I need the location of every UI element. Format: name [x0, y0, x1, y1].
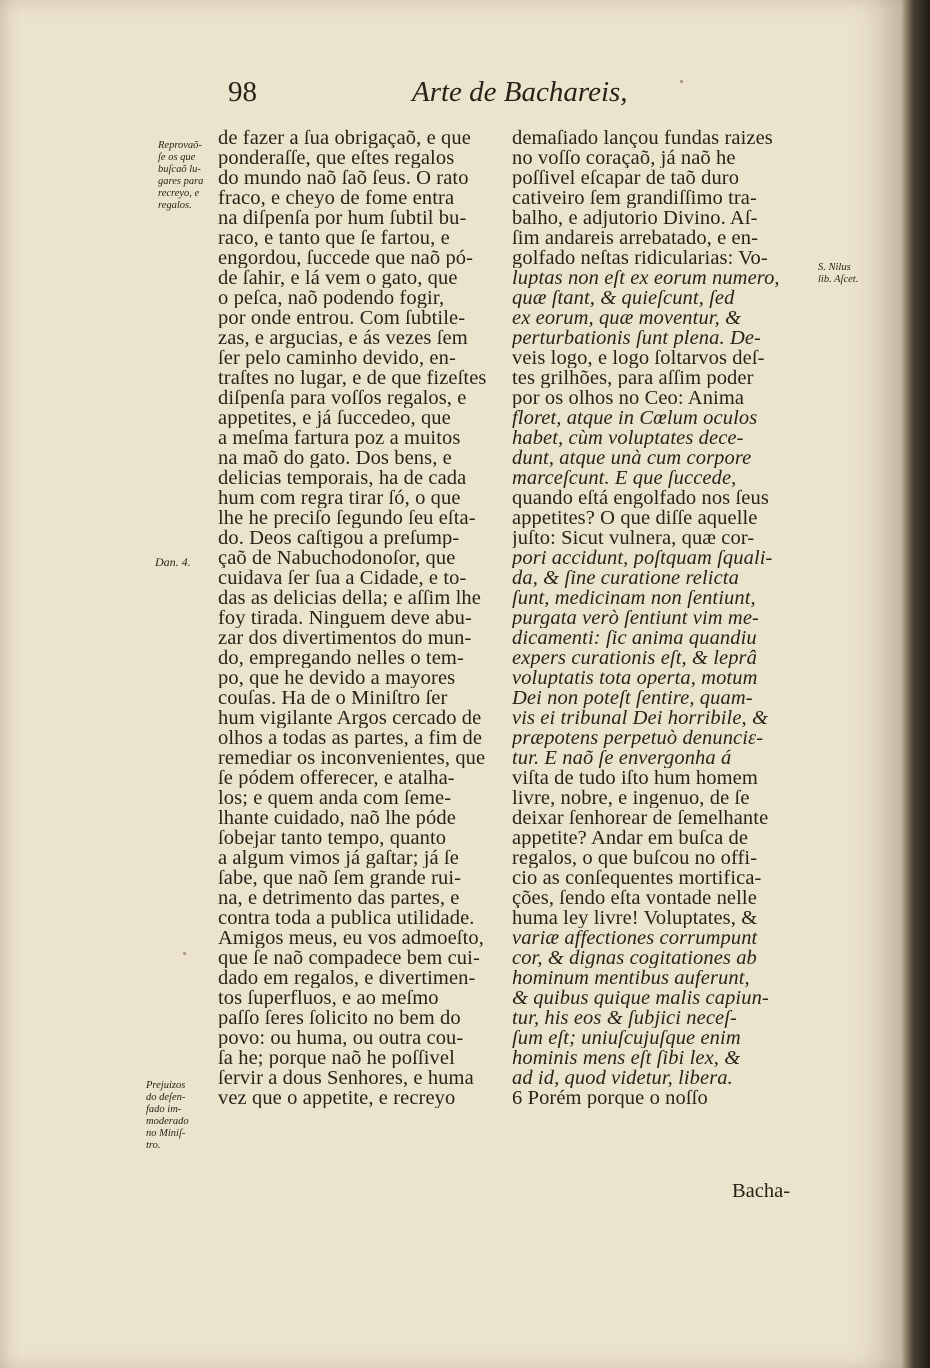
margin-note-line: recreyo, e [158, 188, 200, 199]
text-line: ad id, quod videtur, libera. [512, 1068, 733, 1088]
text-line: golfado neſtas ridicularias: Vo- [512, 248, 768, 268]
text-line: raco, e tanto que ſe fartou, e [218, 228, 450, 248]
margin-note-line: do deſen- [146, 1092, 186, 1103]
text-line: diſpenſa para voſſos regalos, e [218, 388, 467, 408]
text-line: hum com regra tirar ſó, o que [218, 488, 461, 508]
text-line: engordou, ſuccede que naõ pó- [218, 248, 474, 268]
text-line: 6 Porém porque o noſſo [512, 1088, 708, 1108]
text-line: regalos, o que buſcou no offi- [512, 848, 758, 868]
ink-speck [680, 80, 683, 83]
text-line: luptas non eſt ex eorum numero, [512, 268, 780, 288]
text-line: cuidava ſer ſua a Cidade, e to- [218, 568, 467, 588]
text-line: voluptatis tota operta, motum [512, 668, 758, 688]
text-line: contra toda a publica utilidade. [218, 908, 475, 928]
text-line: ſim andareis arrebatado, e en- [512, 228, 759, 248]
margin-note-line: Dan. 4. [155, 555, 191, 569]
text-line: balho, e adjutorio Divino. Aſ- [512, 208, 758, 228]
margin-note-reprovao [158, 140, 203, 212]
text-line: do, empregando nelles o tem- [218, 648, 464, 668]
text-line: olhos a todas as partes, a fim de [218, 728, 483, 748]
text-line: na, e detrimento das partes, e [218, 888, 460, 908]
text-line: cor, & dignas cogitationes ab [512, 948, 757, 968]
left-text-column [218, 128, 504, 1108]
text-line: appetite? Andar em buſca de [512, 828, 749, 848]
text-line: no voſſo coraçaõ, já naõ he [512, 148, 736, 168]
text-line: de ſahir, e lá vem o gato, que [218, 268, 458, 288]
margin-note-nilus [818, 262, 858, 286]
text-line: cativeiro ſem grandiſſimo tra- [512, 188, 757, 208]
text-line: ſum eſt; uniuſcujuſque enim [512, 1028, 741, 1048]
text-line: vez que o appetite, e recreyo [218, 1088, 456, 1108]
text-line: a meſma fartura poz a muitos [218, 428, 461, 448]
text-line: expers curationis eſt, & leprâ [512, 648, 757, 668]
text-line: a algum vimos já gaſtar; já ſe [218, 848, 459, 868]
margin-note-line: regalos. [158, 200, 192, 211]
text-line: zas, e argucias, e ás vezes ſem [218, 328, 468, 348]
text-line: ſervir a dous Senhores, e huma [218, 1068, 474, 1088]
margin-note-line: tro. [146, 1140, 161, 1151]
margin-note-line: S. Nilus [818, 262, 851, 273]
page-number: 98 [228, 76, 257, 108]
text-line: de fazer a ſua obrigaçaõ, e que [218, 128, 471, 148]
text-line: delicias temporais, ha de cada [218, 468, 467, 488]
text-line: paſſo ſeres ſolicito no bem do [218, 1008, 461, 1028]
ink-speck [183, 952, 186, 955]
text-line: quando eſtá engolfado nos ſeus [512, 488, 769, 508]
text-line: po, que he devido a mayores [218, 668, 456, 688]
text-line: quæ ſtant, & quieſcunt, ſed [512, 288, 735, 308]
text-line: habet, cùm voluptates dece- [512, 428, 744, 448]
text-line: ſe pódem offerecer, e atalha- [218, 768, 455, 788]
text-line: dicamenti: ſic anima quandiu [512, 628, 757, 648]
margin-note-line: gares para [158, 176, 204, 187]
text-line: veis logo, e logo ſoltarvos deſ- [512, 348, 765, 368]
text-line: fraco, e cheyo de fome entra [218, 188, 455, 208]
text-line: que ſe naõ compadece bem cui- [218, 948, 480, 968]
margin-note-line: no Miniſ- [146, 1128, 186, 1139]
text-line: perturbationis ſunt plena. De- [512, 328, 761, 348]
book-spine [902, 0, 930, 1368]
text-line: hominis mens eſt ſibi lex, & [512, 1048, 741, 1068]
text-line: ções, ſendo eſta vontade nelle [512, 888, 757, 908]
text-line: floret, atque in Cœlum oculos [512, 408, 758, 428]
text-line: ſabe, que naõ ſem grande rui- [218, 868, 462, 888]
text-line: couſas. Ha de o Miniſtro ſer [218, 688, 448, 708]
text-line: juſto: Sicut vulnera, quæ cor- [512, 528, 755, 548]
text-line: das as delicias della; e aſſim lhe [218, 588, 481, 608]
text-line: ponderaſſe, que eſtes regalos [218, 148, 455, 168]
margin-note-line: ſe os que [158, 152, 196, 163]
text-line: marceſcunt. E que ſuccede, [512, 468, 737, 488]
text-line: do. Deos caſtigou a preſump- [218, 528, 460, 548]
running-head: Arte de Bachareis, [412, 76, 628, 108]
catchword: Bacha- [732, 1180, 791, 1202]
text-line: dado em regalos, e divertimen- [218, 968, 476, 988]
margin-note-line: lib. Aſcet. [818, 274, 859, 285]
text-line: lhante cuidado, naõ lhe póde [218, 808, 456, 828]
text-line: traſtes no lugar, e de que fizeſtes [218, 368, 487, 388]
text-line: pori accidunt, poſtquam ſquali- [512, 548, 773, 568]
margin-note-line: buſcaõ lu- [158, 164, 201, 175]
text-line: demaſiado lançou fundas raizes [512, 128, 773, 148]
text-line: & quibus quique malis capiun- [512, 988, 769, 1008]
text-line: ſa he; porque naõ he poſſivel [218, 1048, 455, 1068]
text-line: remediar os inconvenientes, que [218, 748, 486, 768]
text-line: tur, his eos & ſubjici neceſ- [512, 1008, 737, 1028]
text-line: povo: ou huma, ou outra cou- [218, 1028, 464, 1048]
text-line: çaõ de Nabuchodonoſor, que [218, 548, 456, 568]
text-line: los; e quem anda com ſeme- [218, 788, 452, 808]
text-line: appetites, e já ſuccedeo, que [218, 408, 451, 428]
text-line: ſobejar tanto tempo, quanto [218, 828, 447, 848]
text-line: viſta de tudo iſto hum homem [512, 768, 758, 788]
margin-note-prejuizos [146, 1080, 189, 1152]
text-line: ex eorum, quæ moventur, & [512, 308, 742, 328]
text-line: hum vigilante Argos cercado de [218, 708, 482, 728]
page-header [0, 76, 902, 116]
text-line: por onde entrou. Com ſubtile- [218, 308, 466, 328]
text-line: Amigos meus, eu vos admoeſto, [218, 928, 484, 948]
text-line: zar dos divertimentos do mun- [218, 628, 472, 648]
text-line: appetites? O que diſſe aquelle [512, 508, 758, 528]
text-line: præpotens perpetuò denunciε- [512, 728, 764, 748]
margin-note-line: Prejuizos [146, 1080, 186, 1091]
margin-note-line: moderado [146, 1116, 189, 1127]
margin-note-dan [155, 556, 191, 568]
text-line: da, & ſine curatione relicta [512, 568, 739, 588]
text-line: do mundo naõ ſaõ ſeus. O rato [218, 168, 469, 188]
text-line: variæ affectiones corrumpunt [512, 928, 758, 948]
text-line: huma ley livre! Voluptates, & [512, 908, 758, 928]
text-line: purgata verò ſentiunt vim me- [512, 608, 759, 628]
text-line: tes grilhões, para aſſim poder [512, 368, 754, 388]
text-line: na maõ do gato. Dos bens, e [218, 448, 452, 468]
text-line: cio as conſequentes mortifica- [512, 868, 762, 888]
text-line: Dei non poteſt ſentire, quam- [512, 688, 753, 708]
text-line: livre, nobre, e ingenuo, de ſe [512, 788, 750, 808]
text-line: deixar ſenhorear de ſemelhante [512, 808, 769, 828]
text-line: dunt, atque unà cum corpore [512, 448, 752, 468]
text-line: lhe he preciſo ſegundo ſeu eſta- [218, 508, 476, 528]
text-line: vis ei tribunal Dei horribile, & [512, 708, 769, 728]
text-line: por os olhos no Ceo: Anima [512, 388, 745, 408]
text-line: foy tirada. Ninguem deve abu- [218, 608, 472, 628]
text-line: ſunt, medicinam non ſentiunt, [512, 588, 756, 608]
right-text-column [512, 128, 810, 1108]
text-line: tur. E naõ ſe envergonha á [512, 748, 732, 768]
margin-note-line: Reprovaõ- [158, 140, 202, 151]
text-line: poſſivel eſcapar de taõ duro [512, 168, 740, 188]
margin-note-line: fado im- [146, 1104, 182, 1115]
text-line: hominum mentibus auferunt, [512, 968, 750, 988]
text-line: tos ſuperfluos, e ao meſmo [218, 988, 439, 1008]
text-line: na diſpenſa por hum ſubtil bu- [218, 208, 467, 228]
text-line: ſer pelo caminho devido, en- [218, 348, 456, 368]
text-line: o peſca, naõ podendo fogir, [218, 288, 445, 308]
